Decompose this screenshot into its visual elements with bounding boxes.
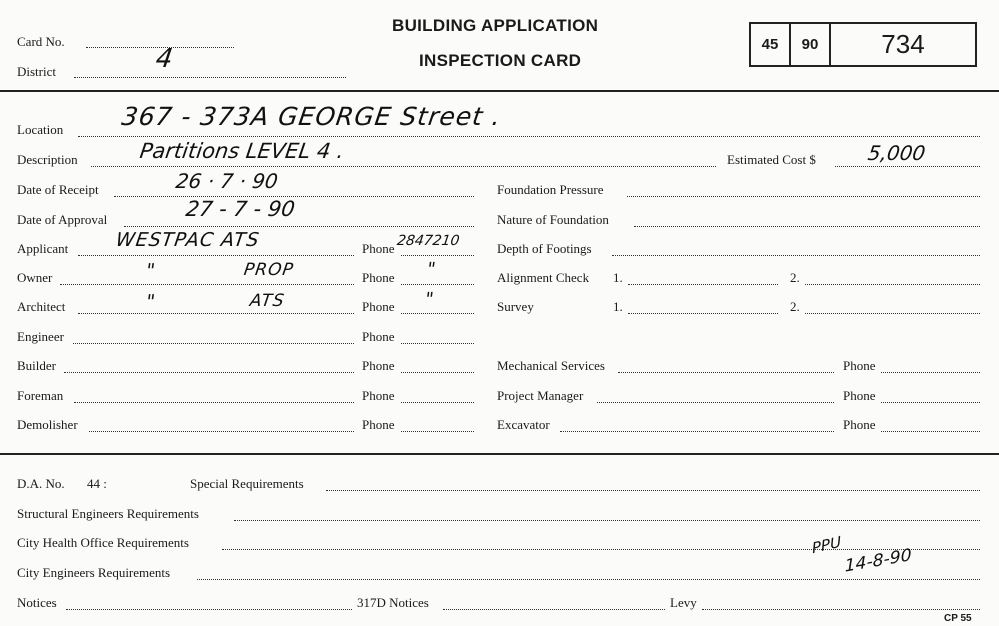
excavator-phone-line xyxy=(881,431,980,432)
location-value: 367 - 373A GEORGE Street . xyxy=(119,102,504,131)
owner-value: PROP xyxy=(242,260,296,280)
da-no-value: 44 : xyxy=(87,476,107,491)
excavator-phone-label: Phone xyxy=(843,417,876,432)
excavator-label: Excavator xyxy=(497,417,550,432)
architect-phone-line xyxy=(401,313,474,314)
da-no-label: D.A. No. xyxy=(17,476,65,491)
depth-footings-label: Depth of Footings xyxy=(497,241,592,256)
builder-phone-label: Phone xyxy=(362,358,395,373)
survey-line-2 xyxy=(805,313,980,314)
mechanical-phone-line xyxy=(881,372,980,373)
project-manager-phone-line xyxy=(881,402,980,403)
date-approval-line xyxy=(124,226,474,227)
applicant-phone-value: 2847210 xyxy=(395,233,461,249)
owner-phone-label: Phone xyxy=(362,270,395,285)
engineer-line xyxy=(73,343,354,344)
notices-317d-line xyxy=(443,609,665,610)
demolisher-phone-label: Phone xyxy=(362,417,395,432)
alignment-num-1: 1. xyxy=(613,270,623,285)
alignment-line-2 xyxy=(805,284,980,285)
district-label: District xyxy=(17,64,56,79)
title-line2: INSPECTION CARD xyxy=(419,51,582,70)
architect-label: Architect xyxy=(17,299,66,314)
card-no-label: Card No. xyxy=(17,34,65,49)
notices-label: Notices xyxy=(17,595,57,610)
foundation-pressure-label: Foundation Pressure xyxy=(497,182,604,197)
description-label: Description xyxy=(17,152,78,167)
mechanical-phone-label: Phone xyxy=(843,358,876,373)
date-receipt-label: Date of Receipt xyxy=(17,182,99,197)
foreman-line xyxy=(74,402,354,403)
builder-phone-line xyxy=(401,372,474,373)
architect-value-ditto: " xyxy=(144,291,157,313)
excavator-line xyxy=(560,431,834,432)
owner-value-ditto: " xyxy=(144,260,157,282)
applicant-phone-line xyxy=(401,255,474,256)
levy-line xyxy=(702,609,980,610)
nature-foundation-line xyxy=(634,226,980,227)
date-approval-label: Date of Approval xyxy=(17,212,108,227)
estimated-cost-line xyxy=(835,166,980,167)
city-eng-line xyxy=(197,579,980,580)
district-line xyxy=(74,77,346,78)
district-value: 4 xyxy=(153,44,175,74)
notices-line xyxy=(66,609,352,610)
annotation-line2: 14-8-90 xyxy=(844,545,913,577)
section-rule xyxy=(0,453,999,455)
structural-label: Structural Engineers Requirements xyxy=(17,506,199,521)
mechanical-label: Mechanical Services xyxy=(497,358,605,373)
structural-line xyxy=(234,520,980,521)
date-approval-value: 27 - 7 - 90 xyxy=(184,197,297,221)
architect-line xyxy=(78,313,354,314)
levy-label: Levy xyxy=(670,595,697,610)
description-value: Partitions LEVEL 4 . xyxy=(138,139,346,163)
special-req-label: Special Requirements xyxy=(190,476,304,491)
applicant-label: Applicant xyxy=(17,241,69,256)
alignment-check-label: Alignment Check xyxy=(497,270,590,285)
date-receipt-value: 26 · 7 · 90 xyxy=(174,169,280,193)
applicant-phone-label: Phone xyxy=(362,241,395,256)
demolisher-phone-line xyxy=(401,431,474,432)
location-line xyxy=(78,136,980,137)
owner-line xyxy=(60,284,354,285)
demolisher-line xyxy=(89,431,354,432)
health-line xyxy=(222,549,980,550)
nature-foundation-label: Nature of Foundation xyxy=(497,212,609,227)
engineer-phone-line xyxy=(401,343,474,344)
box-number: 734 xyxy=(881,29,925,59)
applicant-value: WESTPAC ATS xyxy=(114,229,262,251)
foundation-pressure-line xyxy=(627,196,980,197)
city-eng-label: City Engineers Requirements xyxy=(17,565,171,580)
estimated-cost-value: 5,000 xyxy=(866,141,927,165)
project-manager-label: Project Manager xyxy=(497,388,584,403)
notices-317d-label: 317D Notices xyxy=(357,595,429,610)
description-line xyxy=(91,166,716,167)
architect-value: ATS xyxy=(248,291,286,311)
owner-label: Owner xyxy=(17,270,53,285)
location-label: Location xyxy=(17,122,64,137)
box-code-1: 45 xyxy=(751,24,791,65)
card-number-box xyxy=(749,22,977,67)
mechanical-line xyxy=(618,372,834,373)
survey-line-1 xyxy=(628,313,778,314)
engineer-phone-label: Phone xyxy=(362,329,395,344)
survey-num-1: 1. xyxy=(613,299,623,314)
builder-label: Builder xyxy=(17,358,56,373)
alignment-num-2: 2. xyxy=(790,270,800,285)
project-manager-line xyxy=(597,402,834,403)
estimated-cost-label: Estimated Cost $ xyxy=(727,152,816,167)
survey-label: Survey xyxy=(497,299,534,314)
applicant-line xyxy=(78,255,354,256)
demolisher-label: Demolisher xyxy=(17,417,78,432)
project-manager-phone-label: Phone xyxy=(843,388,876,403)
engineer-label: Engineer xyxy=(17,329,64,344)
survey-num-2: 2. xyxy=(790,299,800,314)
owner-phone-line xyxy=(401,284,474,285)
header-rule xyxy=(0,90,999,92)
builder-line xyxy=(64,372,354,373)
architect-phone-label: Phone xyxy=(362,299,395,314)
foreman-phone-line xyxy=(401,402,474,403)
owner-phone-value: " xyxy=(425,259,437,280)
special-req-line xyxy=(326,490,980,491)
alignment-line-1 xyxy=(628,284,778,285)
architect-phone-value: " xyxy=(423,289,435,310)
title-line1: BUILDING APPLICATION xyxy=(392,16,599,35)
depth-footings-line xyxy=(612,255,980,256)
annotation-line1: PPU xyxy=(810,532,843,558)
form-code: CP 55 xyxy=(944,613,972,624)
health-label: City Health Office Requirements xyxy=(17,535,189,550)
box-code-2: 90 xyxy=(791,24,831,65)
foreman-label: Foreman xyxy=(17,388,64,403)
foreman-phone-label: Phone xyxy=(362,388,395,403)
